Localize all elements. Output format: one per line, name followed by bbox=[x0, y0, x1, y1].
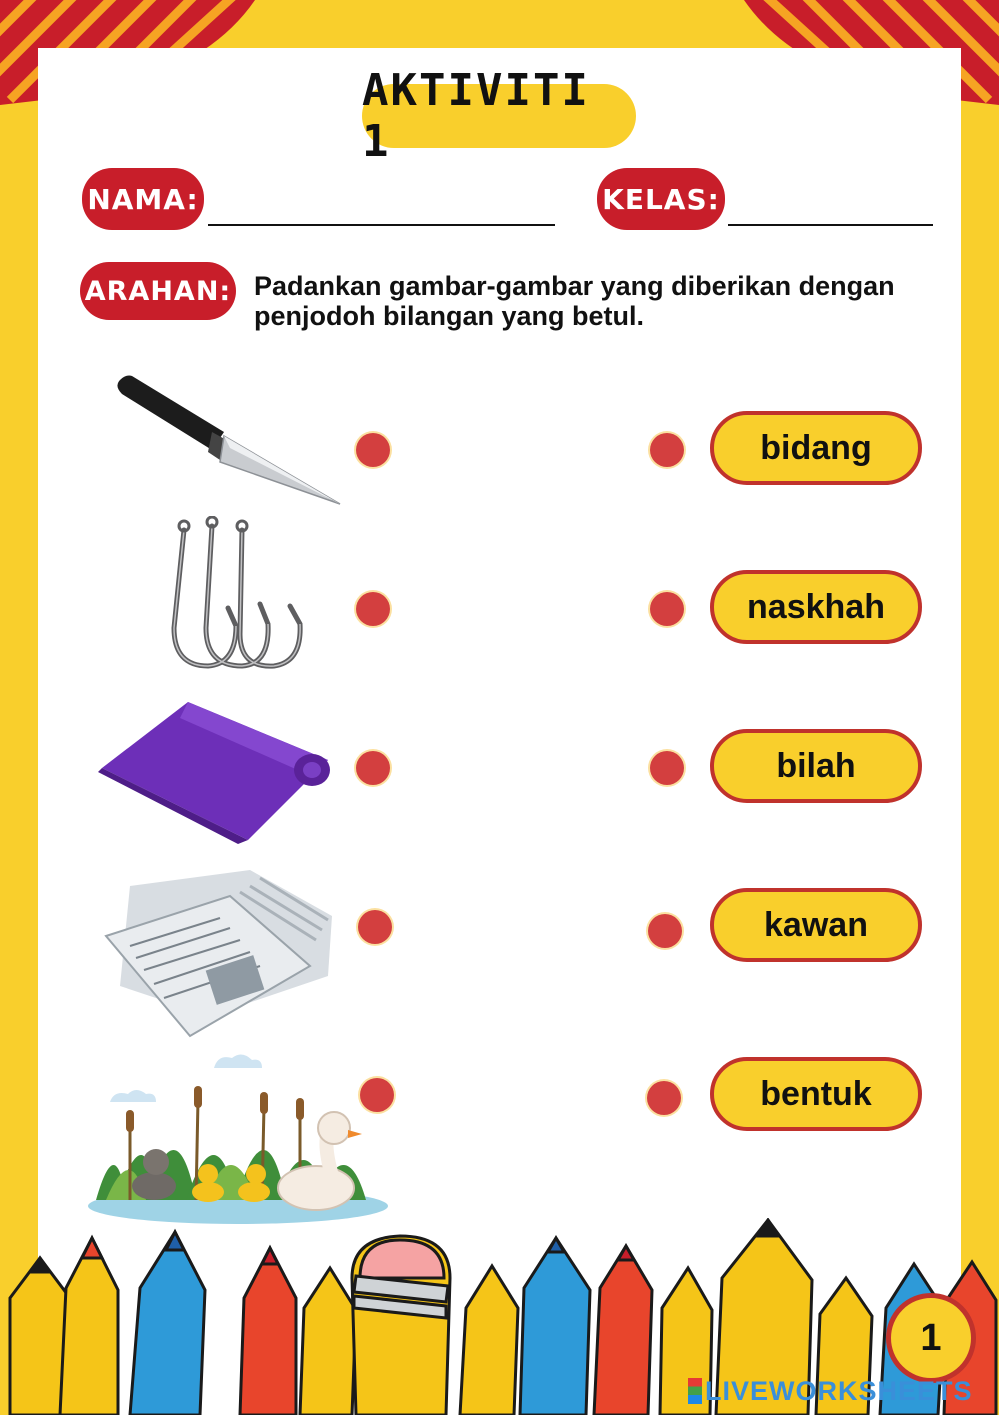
page-number: 1 bbox=[886, 1293, 976, 1383]
liveworksheets-icon bbox=[688, 1378, 702, 1404]
fish-hooks-icon bbox=[150, 516, 320, 676]
nama-field[interactable] bbox=[208, 224, 555, 226]
ducks-pond-icon bbox=[86, 1050, 390, 1225]
answer-box-3: bilah bbox=[710, 729, 922, 803]
liveworksheets-logo[interactable] bbox=[688, 1373, 973, 1409]
answer-box-2: naskhah bbox=[710, 570, 922, 644]
answer-box-5: bentuk bbox=[710, 1057, 922, 1131]
newspapers-icon bbox=[100, 866, 336, 1038]
left-dot-1[interactable] bbox=[356, 433, 390, 467]
kelas-label: KELAS: bbox=[597, 168, 725, 230]
right-dot-1[interactable] bbox=[650, 433, 684, 467]
right-dot-2[interactable] bbox=[650, 592, 684, 626]
right-dot-3[interactable] bbox=[650, 751, 684, 785]
knife-icon bbox=[112, 372, 347, 510]
kelas-field[interactable] bbox=[728, 224, 933, 226]
left-dot-5[interactable] bbox=[360, 1078, 394, 1112]
page-title: AKTIVITI 1 bbox=[362, 84, 636, 148]
right-dot-5[interactable] bbox=[647, 1081, 681, 1115]
answer-box-4: kawan bbox=[710, 888, 922, 962]
answer-box-1: bidang bbox=[710, 411, 922, 485]
instruction-text: Padankan gambar-gambar yang diberikan dengan penjodoh bilangan yang betul. bbox=[254, 271, 895, 331]
left-dot-4[interactable] bbox=[358, 910, 392, 944]
nama-label: NAMA: bbox=[82, 168, 204, 230]
left-dot-3[interactable] bbox=[356, 751, 390, 785]
right-dot-4[interactable] bbox=[648, 914, 682, 948]
arahan-label: ARAHAN: bbox=[80, 262, 236, 320]
left-dot-2[interactable] bbox=[356, 592, 390, 626]
rolled-mat-icon bbox=[98, 698, 332, 846]
brand-text: LIVEWORKSHEETS bbox=[705, 1375, 973, 1406]
